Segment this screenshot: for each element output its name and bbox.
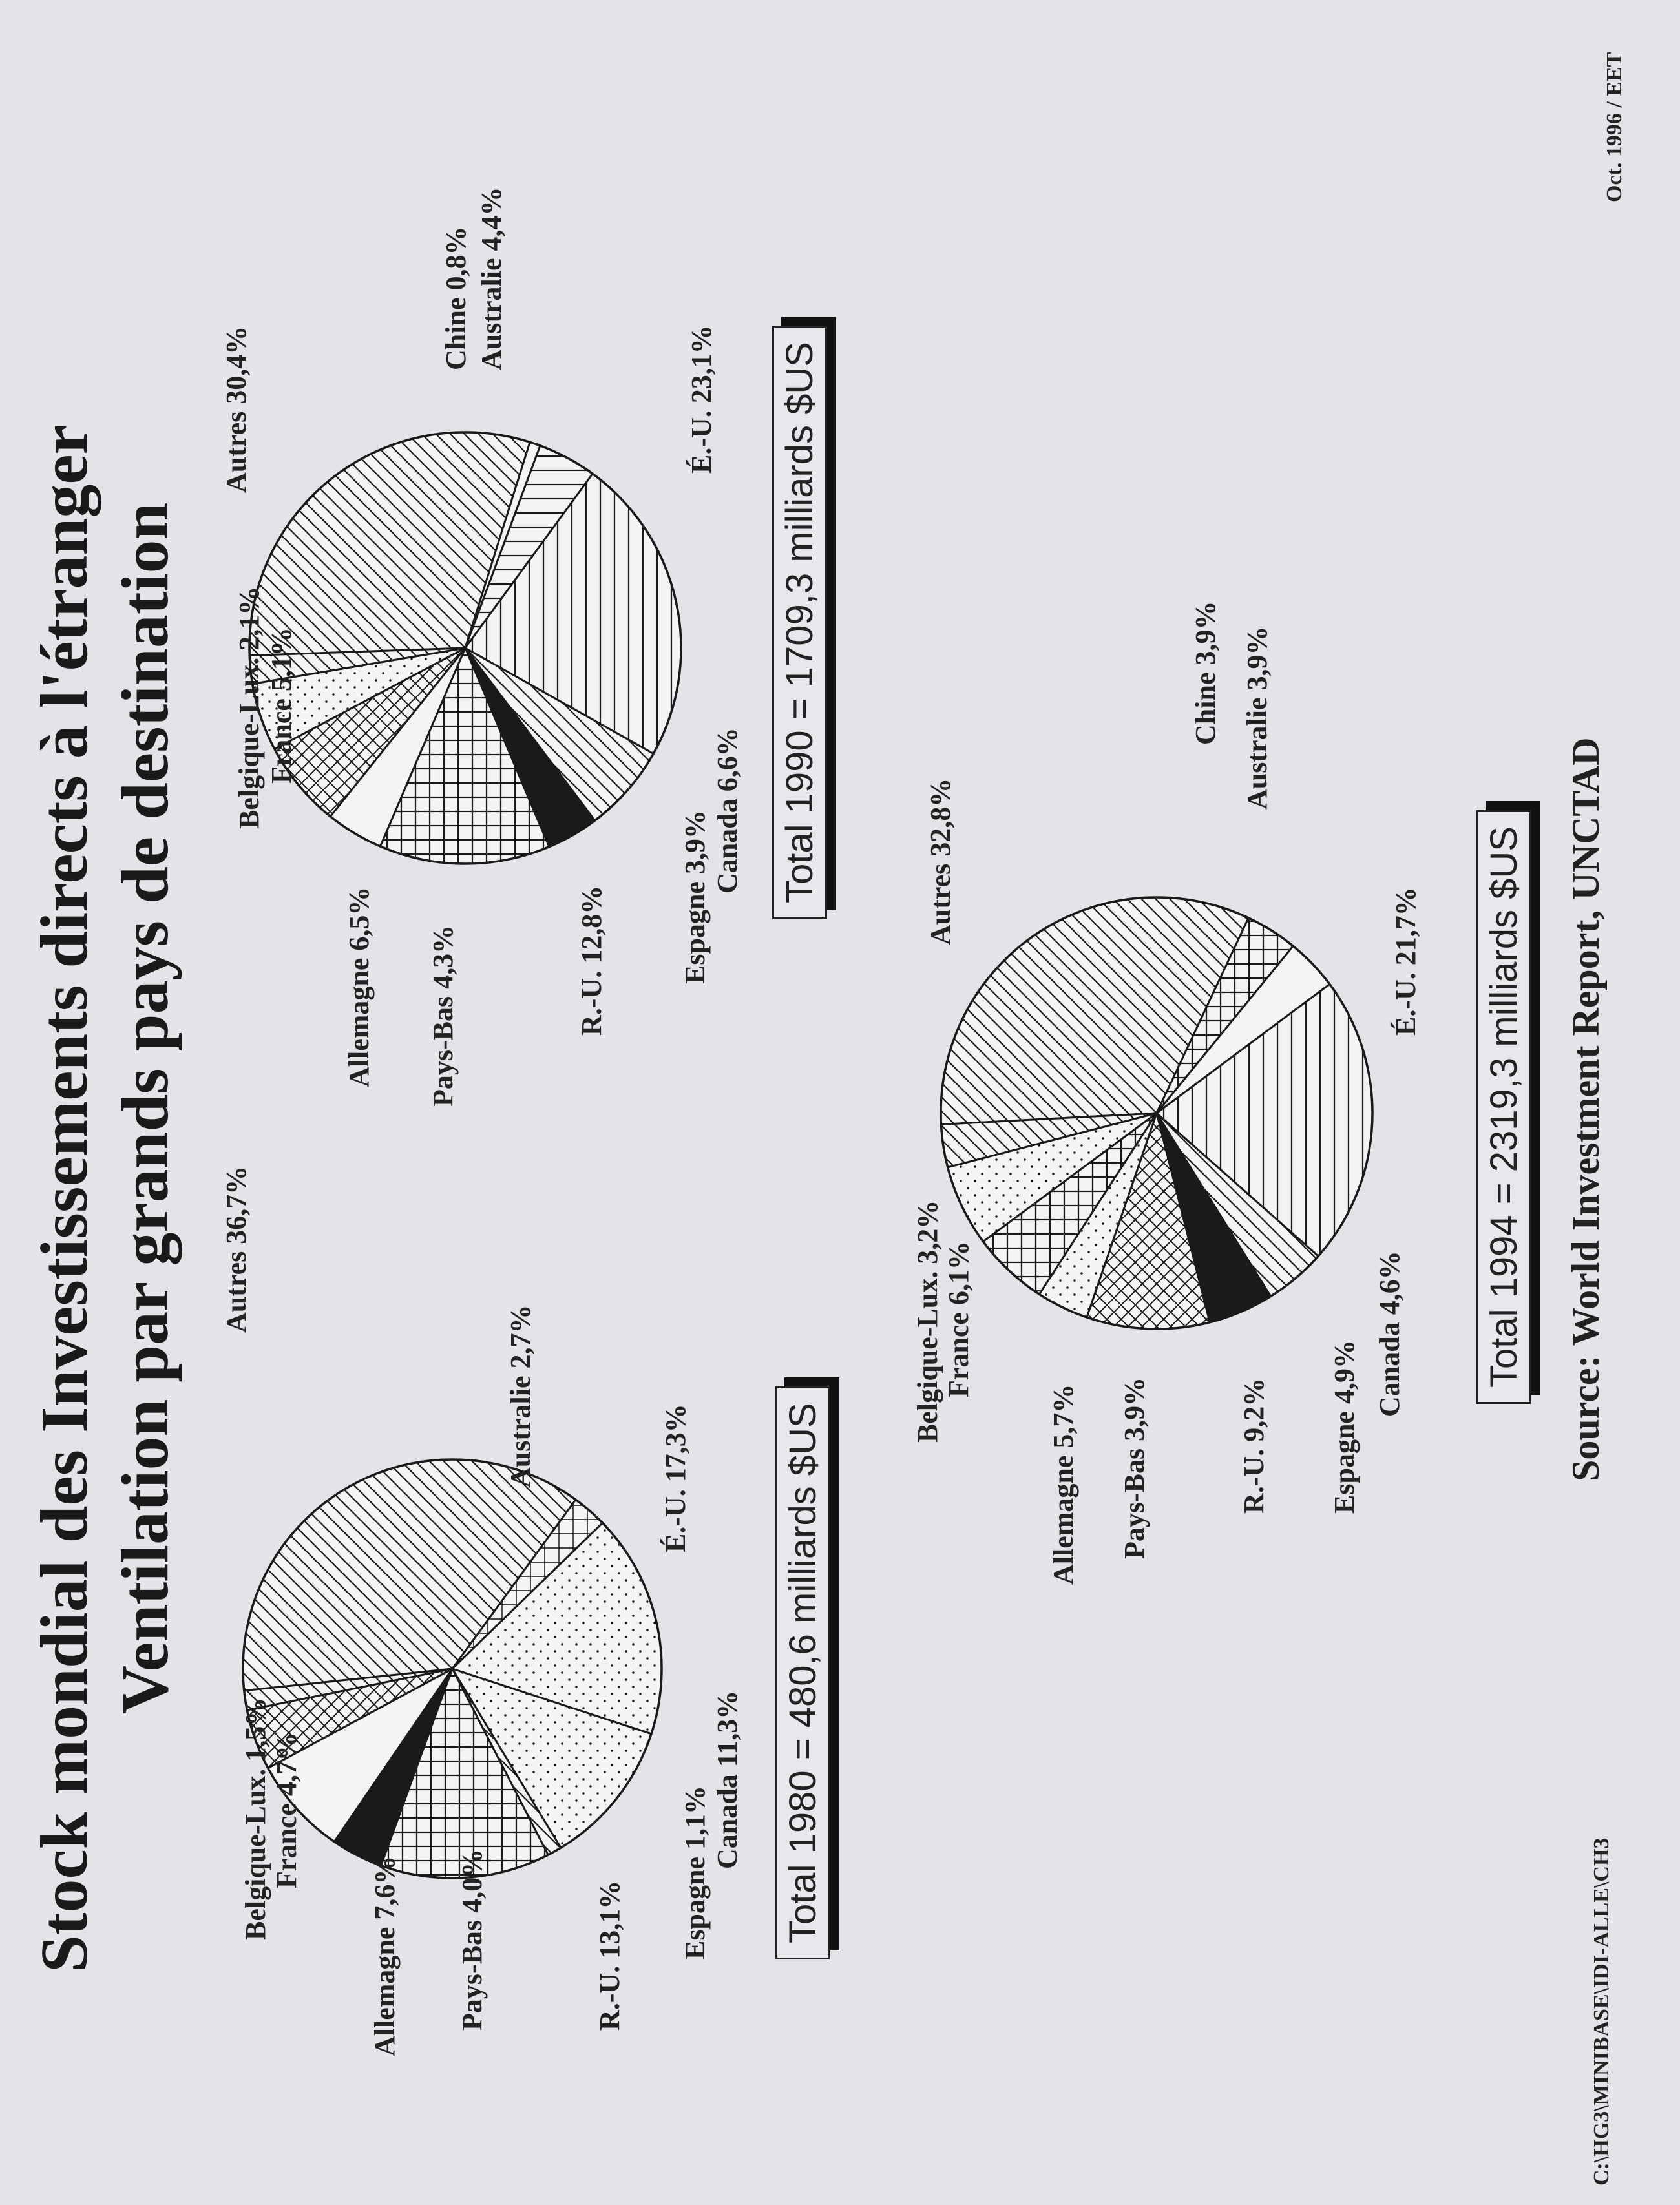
label-e-u-1994: É.-U. 21,7%: [1390, 887, 1422, 1036]
total-box-1980: Total 1980 = 480,6 milliards $US: [775, 1386, 830, 1959]
label-belgique-lux-1994: Belgique-Lux. 3,2%: [912, 1200, 943, 1443]
label-pays-bas-1990: Pays-Bas 4,3%: [427, 925, 459, 1107]
label-australie-1980: Australie 2,7%: [505, 1304, 536, 1488]
page-title: Stock mondial des Investissements directs à l'étranger: [27, 424, 101, 1972]
label-allemagne-1980: Allemagne 7,6%: [369, 1855, 401, 2056]
label-autres-1990: Autres 30,4%: [220, 326, 252, 493]
page-subtitle: Ventilation par grands pays de destination: [108, 502, 182, 1714]
label-e-u-1990: É.-U. 23,1%: [686, 325, 717, 474]
label-australie-1990: Australie 4,4%: [476, 187, 507, 370]
total-box-1994: Total 1994 = 2319,3 milliards $US: [1476, 810, 1531, 1404]
label-france-1994: France 6,1%: [943, 1241, 974, 1397]
label-canada-1994: Canada 4,6%: [1374, 1251, 1405, 1417]
file-path: C:\HG3\MINIBASE\IDI-ALLE\CH3: [1590, 1837, 1613, 2186]
label-pays-bas-1994: Pays-Bas 3,9%: [1118, 1377, 1150, 1559]
label-r-u-1990: R.-U. 12,8%: [576, 885, 607, 1036]
total-box-1990: Total 1990 = 1709,3 milliards $US: [772, 326, 827, 919]
label-r-u-1994: R.-U. 9,2%: [1238, 1377, 1270, 1514]
pie-chart-1994: [937, 893, 1376, 1333]
label-autres-1980: Autres 36,7%: [220, 1165, 252, 1333]
label-e-u-1980: É.-U. 17,3%: [660, 1404, 691, 1552]
label-france-1990: France 5,1%: [266, 627, 297, 784]
label-pays-bas-1980: Pays-Bas 4,0%: [456, 1848, 488, 2031]
date-code: Oct. 1996 / EET: [1602, 52, 1626, 202]
label-espagne-1980: Espagne 1,1%: [679, 1786, 711, 1959]
label-r-u-1980: R.-U. 13,1%: [594, 1880, 625, 2031]
label-canada-1990: Canada 6,6%: [711, 727, 743, 893]
pie-chart-1990: [246, 428, 685, 868]
label-allemagne-1994: Allemagne 5,7%: [1047, 1384, 1079, 1585]
label-france-1980: France 4,7%: [271, 1732, 302, 1888]
label-australie-1994: Australie 3,9%: [1241, 626, 1273, 810]
label-belgique-lux-1990: Belgique-Lux. 2,1%: [233, 586, 265, 829]
source-line: Source: World Investment Report, UNCTAD: [1564, 737, 1607, 1481]
label-espagne-1990: Espagne 3,9%: [679, 810, 711, 984]
label-chine-1990: Chine 0,8%: [440, 226, 472, 370]
label-allemagne-1990: Allemagne 6,5%: [343, 886, 375, 1087]
label-autres-1994: Autres 32,8%: [925, 778, 956, 945]
label-espagne-1994: Espagne 4,9%: [1328, 1340, 1360, 1514]
label-canada-1980: Canada 11,3%: [711, 1690, 743, 1869]
label-belgique-lux-1980: Belgique-Lux. 1,5%: [240, 1697, 271, 1940]
pie-chart-1980: [239, 1456, 666, 1882]
label-chine-1994: Chine 3,9%: [1190, 601, 1221, 745]
